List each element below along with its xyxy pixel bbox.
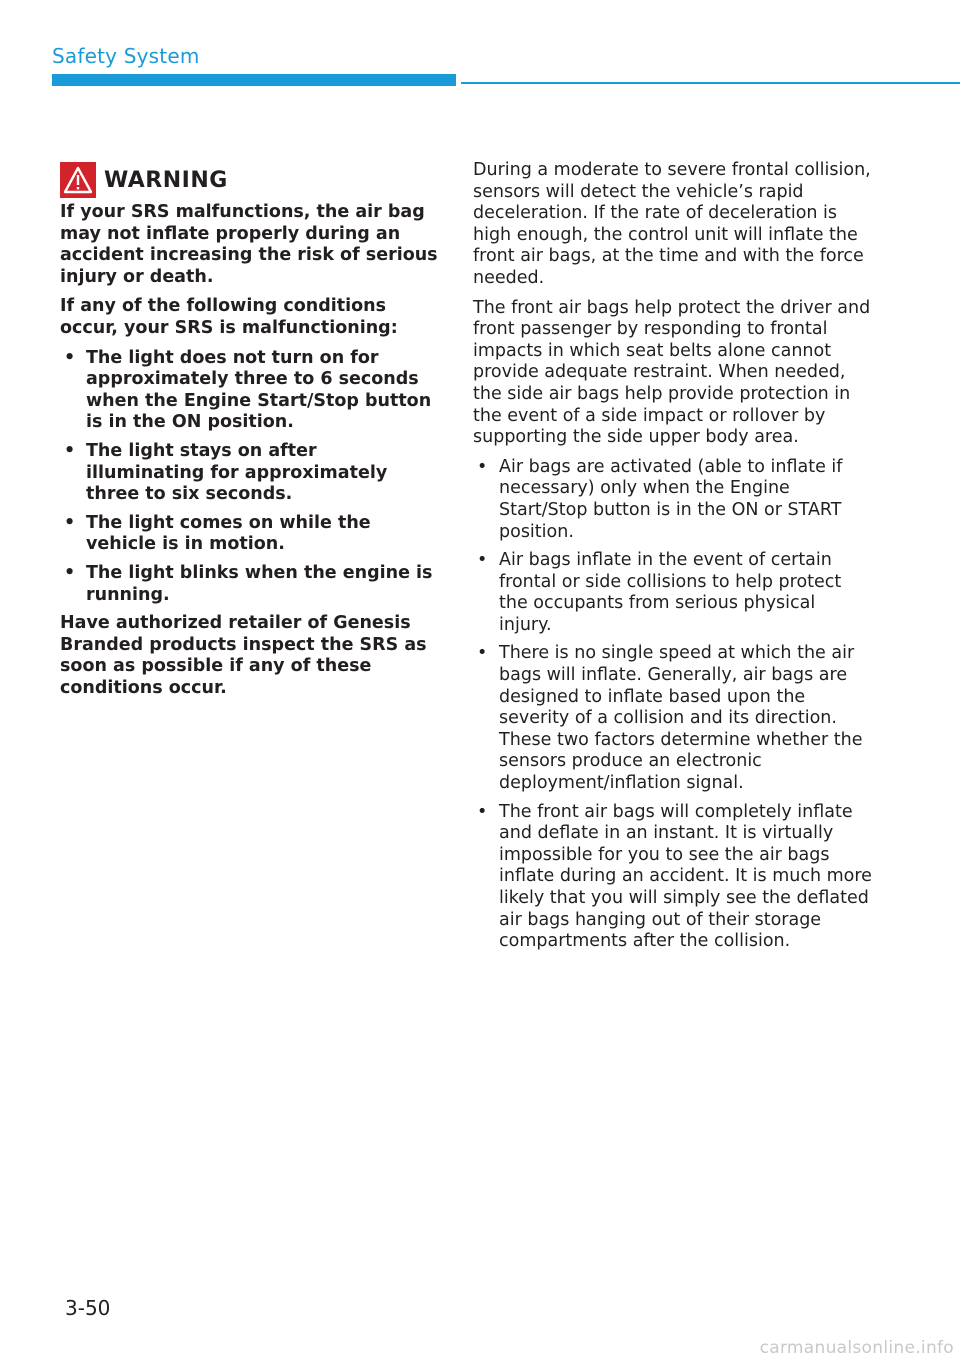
warning-heading xyxy=(60,160,440,200)
warning-closing: Have authorized retailer of Genesis Branded products inspect the SRS as soon as possible if any of these conditions occur. xyxy=(60,613,427,698)
watermark: carmanualsonline.info xyxy=(759,1338,954,1358)
bullet-icon: • xyxy=(477,801,488,822)
header-accent-bar xyxy=(52,74,456,86)
section-title: Safety System xyxy=(52,44,200,68)
header-rule xyxy=(461,82,960,84)
bullet-icon: • xyxy=(64,347,76,368)
list-item: • Air bags inflate in the event of certain frontal or side collisions to help protect the occupants from serious physical injury. xyxy=(477,550,842,635)
bullet-icon: • xyxy=(477,550,488,571)
list-item: • Air bags are activated (able to inflate if necessary) only when the Engine Start/Stop button is in the ON or START position. xyxy=(477,456,843,542)
bullet-icon: • xyxy=(477,456,488,477)
list-item: • There is no single speed at which the air bags will inflate. Generally, air bags are designed to inflate based upon the severity of a collision and its direction. These two factors determine whether the sensors produce an electronic deployment/inflation signal. xyxy=(477,643,863,794)
warning-conditions-list xyxy=(60,348,440,607)
list-item: • The light does not turn on for approximately three to 6 seconds when the Engine Start/Stop button is in the ON position. xyxy=(64,347,432,433)
bullet-icon: • xyxy=(64,440,76,461)
warning-box xyxy=(60,160,440,707)
body-paragraph-1: During a moderate to severe frontal collision, sensors will detect the vehicle’s rapid deceleration. If the rate of deceleration is high enough, the control unit will inflate the front air bags, at the time and with the force needed. xyxy=(473,160,871,288)
list-item: • The light blinks when the engine is running. xyxy=(64,562,433,605)
list-item: • The front air bags will completely inflate and deflate in an instant. It is virtually impossible for you to see the air bags inflate during an accident. It is much more likely that you will simply see the deflated air bags hanging out of their storage compartments after the collision. xyxy=(477,801,872,952)
bullet-icon: • xyxy=(477,643,488,664)
bullet-icon: • xyxy=(64,512,76,533)
list-item: • The light comes on while the vehicle is in motion. xyxy=(64,512,371,555)
warning-paragraph-1: If your SRS malfunctions, the air bag may not inflate properly during an accident increasing the risk of serious injury or death. xyxy=(60,202,438,287)
airbag-facts-list xyxy=(473,457,873,953)
warning-paragraph-2: If any of the following conditions occur, your SRS is malfunctioning: xyxy=(60,296,398,338)
warning-triangle-icon xyxy=(60,162,96,198)
body-paragraph-2: The front air bags help protect the driver and front passenger by responding to frontal impacts in which seat belts alone cannot provide adequate restraint. When needed, the side air bags help provide protection in the event of a side impact or rollover by supporting the side upper body area. xyxy=(473,297,871,448)
page-number: 3-50 xyxy=(65,1296,111,1320)
bullet-icon: • xyxy=(64,562,76,583)
body-text-column xyxy=(473,160,873,960)
warning-label: WARNING xyxy=(104,167,228,193)
list-item: • The light stays on after illuminating for approximately three to six seconds. xyxy=(64,440,388,505)
